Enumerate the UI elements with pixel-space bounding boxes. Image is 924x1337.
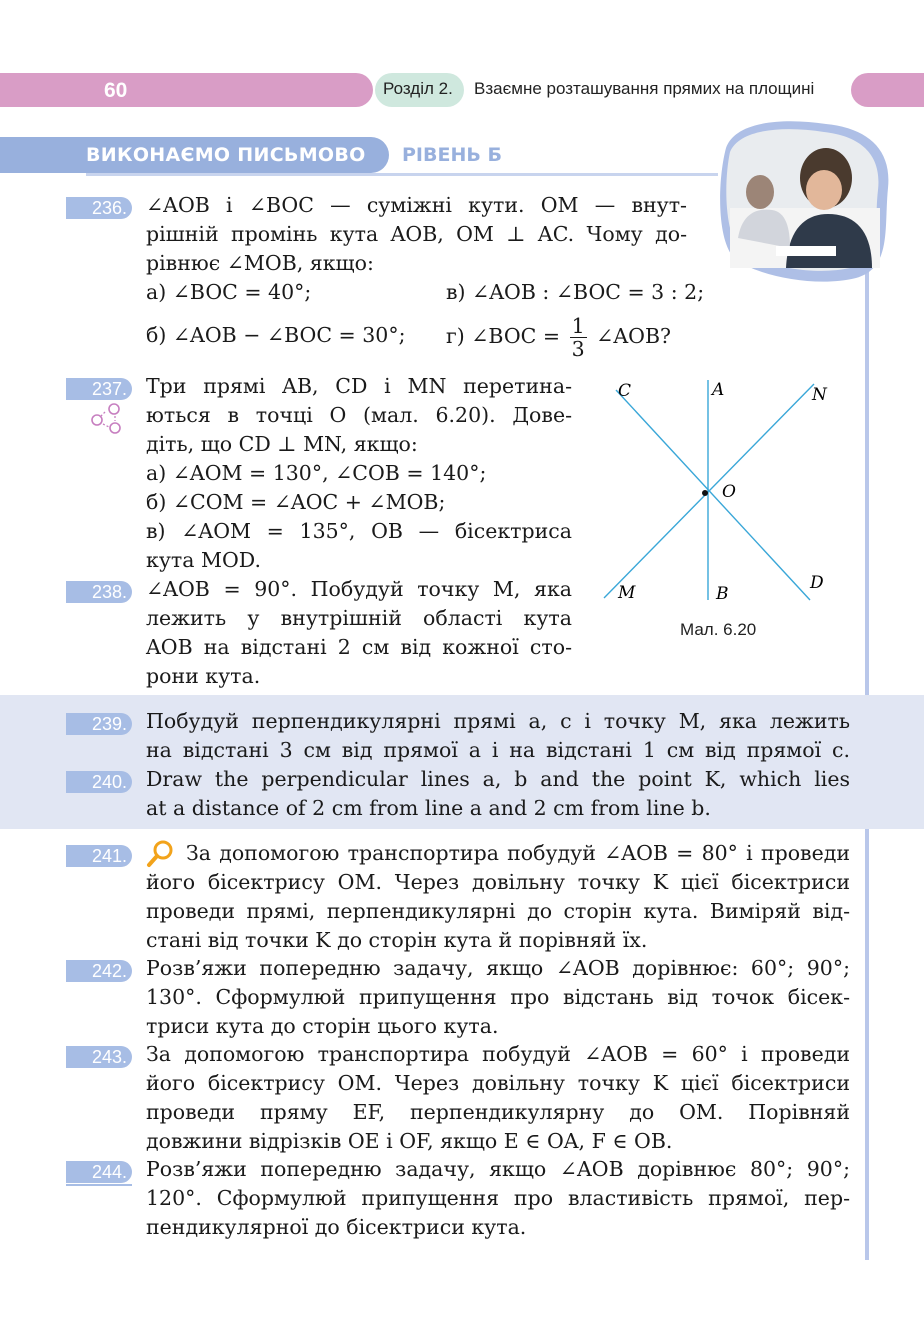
task-236-line-1: ∠AOB і ∠BOC — суміжні кути. OM — внут-: [146, 193, 687, 217]
task-244-underline: [66, 1184, 132, 1186]
task-238-line-3: AOB на відстані 2 см від кожної сто-: [146, 635, 572, 659]
task-239-line-1: Побудуй перпендикулярні прямі a, c і точку M, яка лежить: [146, 709, 850, 733]
label-d: D: [810, 573, 824, 593]
task-236-option-b: б) ∠AOB − ∠BOC = 30°;: [146, 323, 406, 347]
fraction-one-third: [570, 315, 587, 360]
task-241-line-2: його бісектрису OM. Через довільну точку K цієї бісектриси: [146, 870, 850, 894]
task-237-option-v-cont: кута MOD.: [146, 548, 261, 572]
task-241-line-3: проведи прямі, перпендикулярні до сторін кута. Виміряй від-: [146, 899, 850, 923]
task-number-238: 238.: [66, 581, 132, 603]
section-underline: [86, 173, 718, 176]
chapter-title: Взаємне розташування прямих на площині: [474, 79, 815, 98]
task-236-line-3: рівнює ∠MOB, якщо:: [146, 251, 374, 275]
task-236-option-g-post: ∠AOB?: [596, 324, 672, 348]
task-number-242: 242.: [66, 960, 132, 982]
figure-6-20: [598, 374, 838, 610]
task-237-line-1: Три прямі AB, CD і MN перетина-: [146, 374, 572, 398]
group-work-icon: [88, 402, 124, 436]
point-o: [702, 490, 708, 496]
task-236-option-g: [446, 306, 671, 366]
task-244-line-3: пендикулярної до бісектриси кута.: [146, 1215, 527, 1239]
page-number: 60: [104, 79, 128, 102]
task-237-line-3: діть, що CD ⊥ MN, якщо:: [146, 432, 418, 456]
task-242-line-2: 130°. Сформулюй припущення про відстань від точок бісек-: [146, 985, 850, 1009]
header-page-tab: [0, 73, 373, 107]
task-237-option-a: а) ∠AOM = 130°, ∠COB = 140°;: [146, 461, 487, 485]
task-241-line-4: стані від точки K до сторін кута й порівняй їх.: [146, 928, 648, 952]
figure-caption: Мал. 6.20: [680, 620, 757, 639]
task-237-option-v: в) ∠AOM = 135°, OB — бісектриса: [146, 519, 572, 543]
task-238-line-4: рони кута.: [146, 664, 261, 688]
task-243-line-1: За допомогою транспортира побудуй ∠AOB = 60° і проведи: [146, 1042, 850, 1066]
header-right-tab: [851, 73, 924, 107]
task-244-line-2: 120°. Сформулюй припущення про властивість прямої, пер-: [146, 1186, 850, 1210]
task-236-option-a: а) ∠BOC = 40°;: [146, 280, 312, 304]
task-238-line-2: лежить у внутрішній області кута: [146, 606, 572, 630]
task-244-line-1: Розв’яжи попередню задачу, якщо ∠AOB дорівнює 80°; 90°;: [146, 1157, 850, 1181]
task-236-option-v: в) ∠AOB : ∠BOC = 3 : 2;: [446, 280, 705, 304]
label-a: A: [712, 380, 725, 400]
task-number-244: 244.: [66, 1161, 132, 1183]
task-239-line-2: на відстані 3 см від прямої a і на відстані 1 см від прямої c.: [146, 738, 850, 762]
task-243-line-2: його бісектрису OM. Через довільну точку K цієї бісектриси: [146, 1071, 850, 1095]
label-m: M: [618, 583, 636, 603]
section-level: РІВЕНЬ Б: [402, 144, 502, 166]
task-number-241: 241.: [66, 845, 132, 867]
task-number-243: 243.: [66, 1046, 132, 1068]
label-n: N: [812, 385, 827, 405]
task-237-option-b: б) ∠COM = ∠AOC + ∠MOB;: [146, 490, 446, 514]
magnifier-icon: [146, 838, 176, 868]
task-237-line-2: ються в точці O (мал. 6.20). Дове-: [146, 403, 572, 427]
fraction-denominator: 3: [571, 337, 585, 361]
student-photo: [716, 118, 892, 283]
task-243-line-4: довжини відрізків OE і OF, якщо E ∈ OA, F ∈ OB.: [146, 1129, 673, 1153]
task-236-option-g-pre: г) ∠BOC =: [446, 324, 561, 348]
chapter-badge: [375, 73, 464, 107]
task-number-239: 239.: [66, 713, 132, 735]
chapter-label: Розділ 2.: [383, 79, 453, 98]
label-o: O: [722, 482, 736, 502]
task-240-line-1: Draw the perpendicular lines a, b and the point K, which lies: [146, 767, 850, 791]
line-cd: [616, 390, 810, 600]
task-number-236: 236.: [66, 197, 132, 219]
task-242-line-1: Розв’яжи попередню задачу, якщо ∠AOB дорівнює: 60°; 90°;: [146, 956, 850, 980]
task-number-237: 237.: [66, 378, 132, 400]
task-238-line-1: ∠AOB = 90°. Побудуй точку M, яка: [146, 577, 572, 601]
task-241-line-1: За допомогою транспортира побудуй ∠AOB = 80° і проведи: [186, 841, 850, 865]
section-title: ВИКОНАЄМО ПИСЬМОВО: [86, 144, 366, 166]
task-242-line-3: триси кута до сторін цього кута.: [146, 1014, 499, 1038]
task-243-line-3: проведи пряму EF, перпендикулярну до OM. Порівняй: [146, 1100, 850, 1124]
task-236-line-2: рішній промінь кута AOB, OM ⊥ AC. Чому до-: [146, 222, 687, 246]
task-240-line-2: at a distance of 2 cm from line a and 2 cm from line b.: [146, 796, 711, 820]
label-c: C: [618, 381, 632, 401]
task-number-240: 240.: [66, 771, 132, 793]
fraction-numerator: 1: [571, 314, 585, 338]
label-b: B: [716, 584, 729, 604]
